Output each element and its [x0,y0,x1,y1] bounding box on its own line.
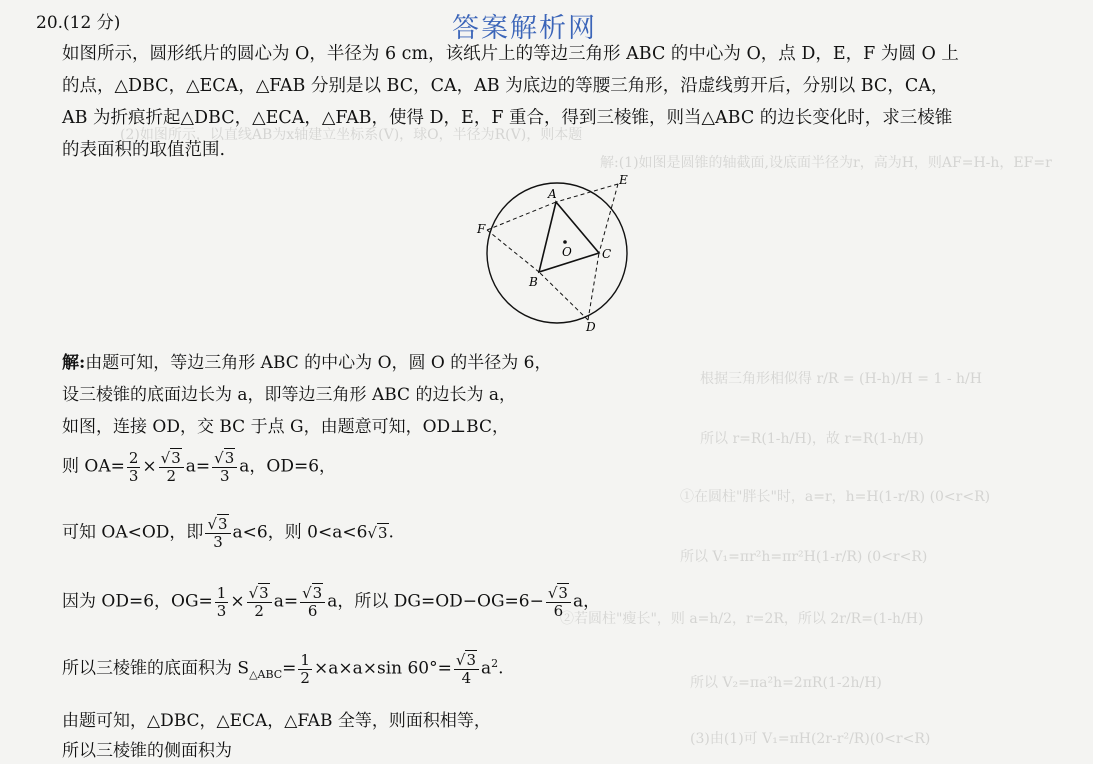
bleed-through-text: (2)如图所示，以直线AB为x轴建立坐标系(V)，球O，半径为R(V)，则本题 [120,127,583,143]
sqrt: √3 [547,584,568,602]
fraction [546,585,571,619]
solution-base-area [62,652,504,686]
sqrt: √3 [302,584,323,602]
solution-line: 由题可知，△DBC，△ECA，△FAB 全等，则面积相等， [62,711,491,731]
eq-text: 因为 OD=6，OG= [62,591,213,612]
problem-line: AB 为折痕折起△DBC，△ECA，△FAB，使得 D，E，F 重合，得到三棱锥，则当△ABC 的边长变化时，求三棱锥 [62,108,953,128]
fraction [215,585,229,619]
subscript: △ABC [249,667,283,681]
eq-text: a，所以 DG=OD−OG=6− [327,591,544,612]
label-d: D [586,320,596,334]
label-a: A [548,187,557,201]
superscript: 2 [491,656,499,670]
bleed-through-text: 所以 r=R(1-h/H)，故 r=R(1-h/H) [700,431,924,447]
eq-text: a= [273,591,299,612]
bleed-through-text: 解:(1)如图是圆锥的轴截面,设底面半径为r，高为H，则AF=H-h，EF=r [600,155,1052,171]
frac-den: 2 [300,668,310,687]
eq-text: a<6，则 0<a<6 [232,522,368,543]
bleed-through-text: ①在圆柱"胖长"时，a=r，h=H(1-r/R) (0<r<R) [680,489,991,505]
solution-text: 由题可知，等边三角形 ABC 的中心为 O，圆 O 的半径为 6， [85,353,552,373]
eq-text: 则 OA= [62,456,125,477]
solution-label: 解: [62,353,86,373]
solution-line: 所以三棱锥的侧面积为 [62,741,232,761]
frac-den: 2 [254,601,264,620]
frac-den: 4 [461,668,472,687]
frac-num: 2 [128,449,139,467]
fraction [298,652,312,686]
eq-text: a，OD=6， [239,456,337,477]
fraction [454,652,479,686]
dashed-ea [556,184,618,202]
fraction [159,450,184,484]
frac-den: 6 [553,601,564,620]
fraction [247,585,272,619]
geometry-figure [472,168,637,338]
frac-num [205,516,230,534]
times-sign: × [142,456,157,477]
frac-den: 3 [128,466,139,485]
eq-text: 所以三棱锥的底面积为 S [62,658,250,679]
bleed-through-text: 根据三角形相似得 r/R = (H-h)/H = 1 - h/H [700,371,982,387]
watermark-logo: 答案解析网 [452,13,597,44]
frac-num: 1 [216,584,227,602]
dashed-fb [487,230,539,272]
frac-num [159,450,184,468]
triangle-abc [539,202,599,272]
sqrt: √3 [207,515,228,533]
sqrt: √3 [455,651,476,669]
sqrt: √3 [160,449,181,467]
frac-num: 1 [300,651,310,669]
sqrt: √3 [248,584,269,602]
solution-line [62,348,552,373]
label-c: C [602,247,612,261]
frac-den: 2 [166,466,176,485]
question-number: 20.(12 分) [36,13,121,33]
label-o: O [562,245,572,259]
fraction [212,450,237,484]
eq-text: . [498,658,504,679]
frac-den: 6 [307,601,318,620]
eq-text: . [388,522,394,543]
bleed-through-text: 所以 V₁=πr²h=πr²H(1-r/R) (0<r<R) [680,549,928,565]
bleed-through-text: ②若圆柱"瘦长"，则 a=h/2，r=2R，所以 2r/R=(1-h/H) [560,611,924,627]
solution-inequality [62,516,394,550]
eq-text: ×a×a×sin 60°= [313,658,452,679]
times-sign: × [230,591,245,612]
dashed-db [539,272,588,320]
label-e: E [619,173,628,187]
sqrt: √3 [214,449,235,467]
fraction [205,516,230,550]
dashed-ec [599,184,618,253]
solution-equation-oa [62,450,336,484]
fraction [127,450,141,484]
frac-num [454,652,479,670]
problem-line: 的表面积的取值范围. [62,140,226,160]
frac-den: 3 [213,532,223,551]
problem-line: 的点，△DBC，△ECA，△FAB 分别是以 BC，CA，AB 为底边的等腰三角形，沿虚线剪开后，分别以 BC，CA， [62,76,949,96]
eq-text: a， [572,591,601,612]
frac-den: 3 [216,601,227,620]
solution-line: 设三棱锥的底面边长为 a，即等边三角形 ABC 的边长为 a， [62,385,516,405]
frac-den: 3 [219,466,230,485]
sqrt: √3 [367,523,388,542]
fraction [300,585,325,619]
frac-num [546,585,571,603]
label-f: F [477,222,486,236]
eq-text: a= [185,456,211,477]
problem-line: 如图所示，圆形纸片的圆心为 O，半径为 6 cm，该纸片上的等边三角形 ABC 的中心为 O，点 D，E，F 为圆 O 上 [62,44,959,64]
eq-text: = [282,658,297,679]
center-point-o [563,240,567,244]
bleed-through-text: 所以 V₂=πa²h=2πR(1-2h/H) [690,675,882,691]
eq-text: a [480,658,492,679]
frac-num [300,585,325,603]
label-b: B [529,275,538,289]
solution-line: 如图，连接 OD，交 BC 于点 G，由题意可知，OD⊥BC， [62,417,509,437]
frac-num [212,450,237,468]
bleed-through-text: (3)由(1)可 V₁=πH(2r-r²/R)(0<r<R) [690,731,931,747]
eq-text: 可知 OA<OD，即 [62,522,204,543]
solution-equation-dg [62,585,600,619]
frac-num [247,585,272,603]
